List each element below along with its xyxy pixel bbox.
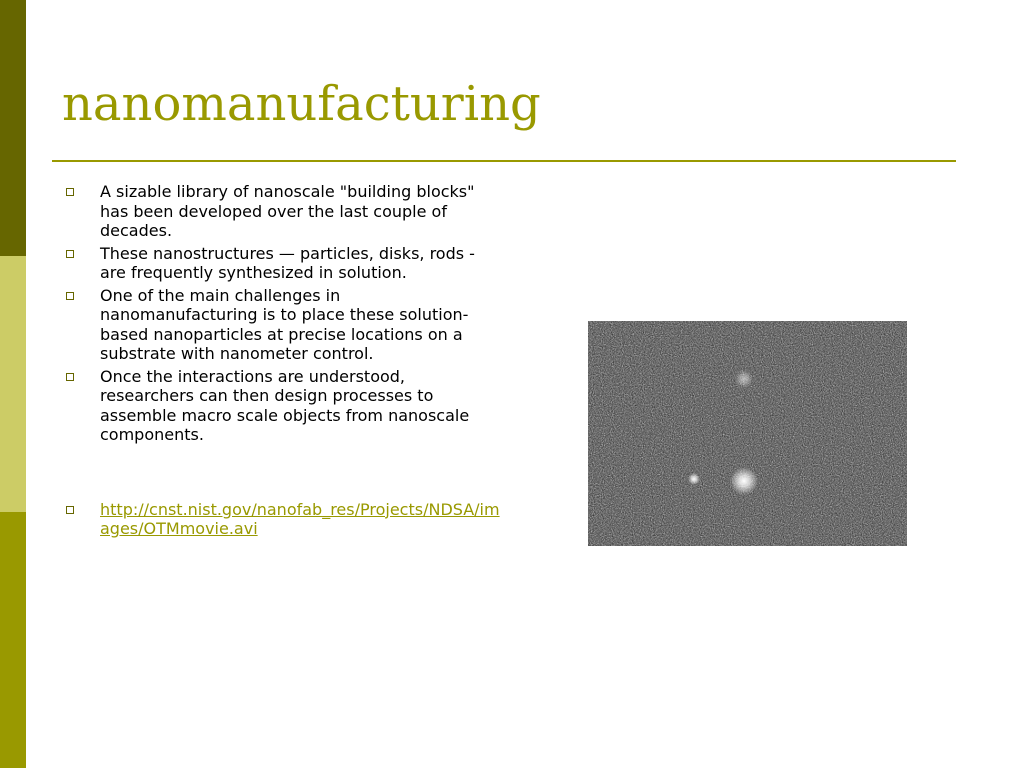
slide-title: nanomanufacturing [62, 76, 541, 132]
movie-link[interactable]: http://cnst.nist.gov/nanofab_res/Projects/NDSA/images/OTMmovie.avi [100, 499, 500, 538]
bullet-text: Once the interactions are understood, researchers can then design processes to assemble macro scale objects from nanoscale components. [100, 366, 470, 444]
bright-particle [730, 467, 758, 495]
title-divider [52, 160, 956, 162]
bullet-text: A sizable library of nanoscale "building blocks" has been developed over the last couple of decades. [100, 182, 475, 240]
bullet-item [62, 244, 502, 283]
bullet-item-link [62, 500, 502, 539]
bullet-text: One of the main challenges in nanomanufacturing is to place these solution-based nanoparticles at precise locations on a substrate with nanometer control. [100, 285, 469, 363]
square-bullet-icon [66, 506, 74, 514]
bullet-item [62, 367, 502, 445]
side-bar-middle [0, 256, 26, 512]
bullet-item [62, 182, 502, 241]
bullet-item [62, 286, 502, 364]
nanoparticle-micrograph-image [588, 321, 907, 546]
square-bullet-icon [66, 250, 74, 258]
bullet-text: These nanostructures — particles, disks, rods - are frequently synthesized in solution. [100, 243, 475, 282]
dim-particle [735, 370, 753, 388]
bullet-list [62, 182, 502, 542]
side-bar-top [0, 0, 26, 256]
side-bar-bottom [0, 512, 26, 768]
square-bullet-icon [66, 188, 74, 196]
square-bullet-icon [66, 292, 74, 300]
square-bullet-icon [66, 373, 74, 381]
small-particle [688, 473, 700, 485]
